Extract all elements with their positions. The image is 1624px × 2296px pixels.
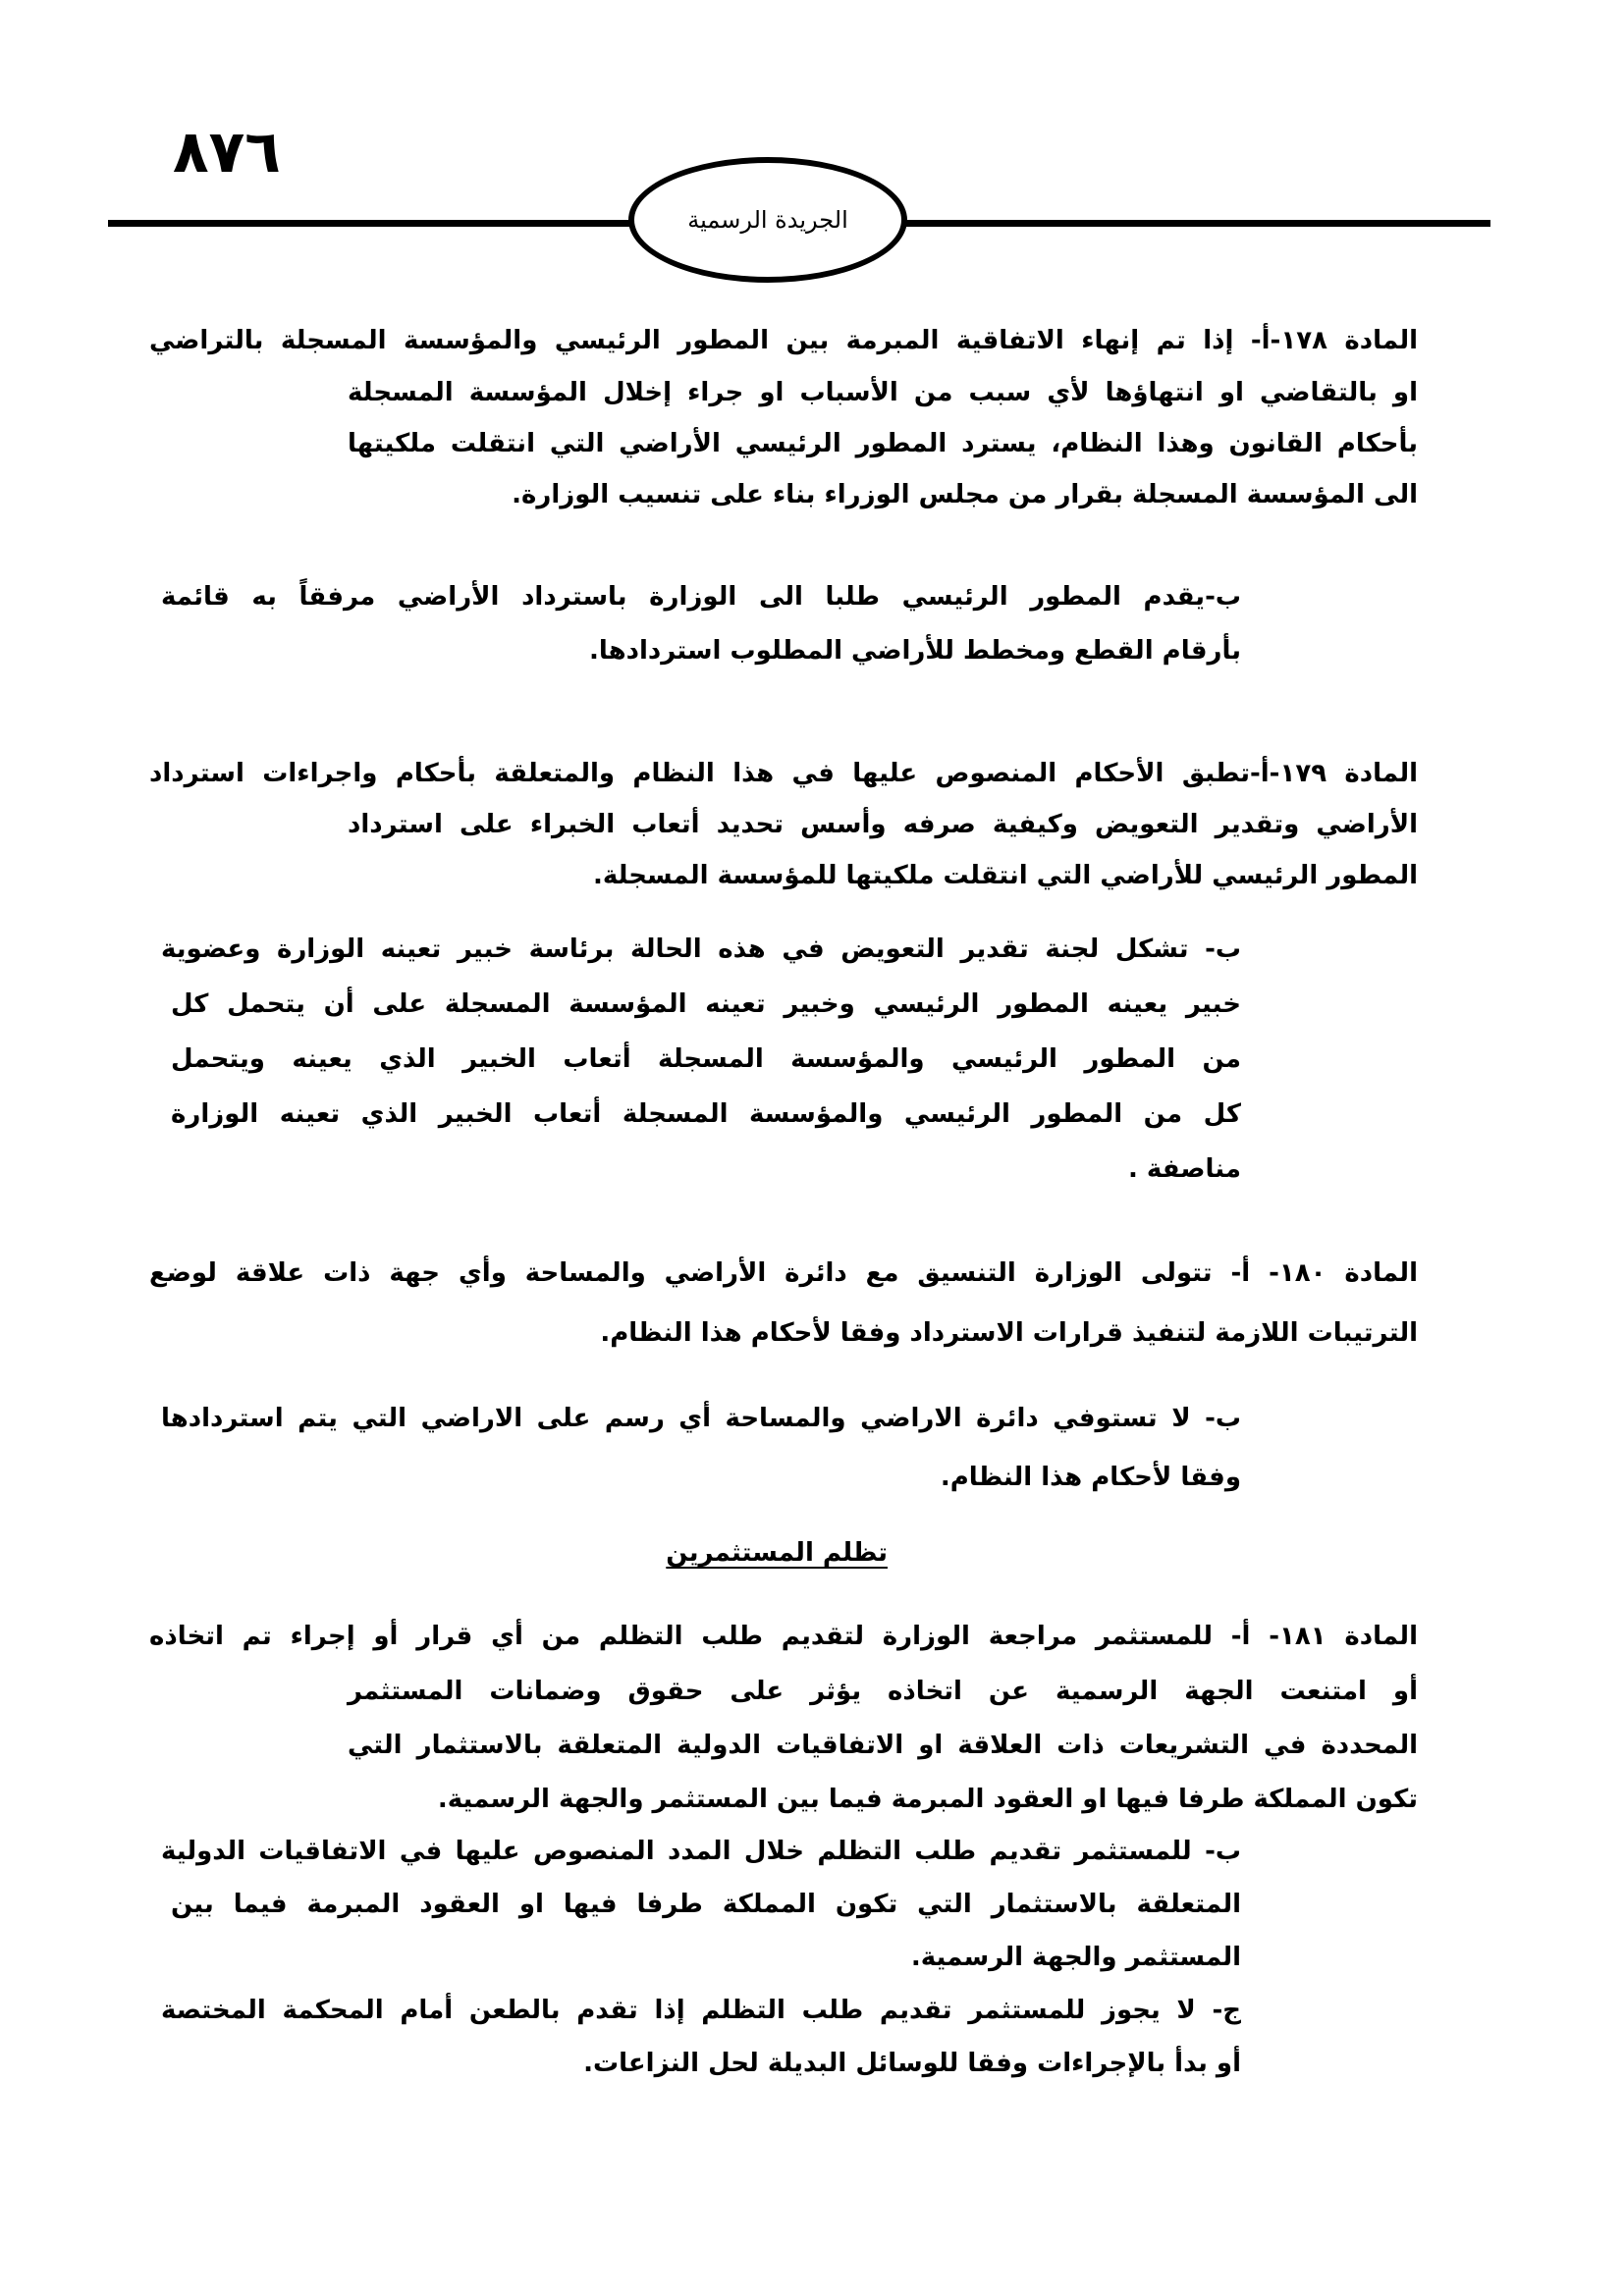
article-181-clause-b-line-2: المتعلقة بالاستثمار التي تكون المملكة طرفا فيها او العقود المبرمة فيما بين: [171, 1890, 1241, 1919]
article-181-line-3: المحددة في التشريعات ذات العلاقة او الاتفاقيات الدولية المتعلقة بالاستثمار التي: [348, 1731, 1418, 1760]
article-179-line-3: المطور الرئيسي للأراضي التي انتقلت ملكيتها للمؤسسة المسجلة.: [592, 861, 1418, 890]
article-179-clause-b-line-1: ب- تشكل لجنة تقدير التعويض في هذه الحالة برئاسة خبير تعينه الوزارة وعضوية: [161, 934, 1241, 964]
article-180-line-1: المادة ١٨٠- أ- تتولى الوزارة التنسيق مع دائرة الأراضي والمساحة وأي جهة ذات علاقة لوضع: [149, 1258, 1418, 1288]
article-178-line-1: المادة ١٧٨-أ- إذا تم إنهاء الاتفاقية المبرمة بين المطور الرئيسي والمؤسسة المسجلة بالتراضي: [149, 326, 1418, 355]
article-181-clause-b-line-3: المستثمر والجهة الرسمية.: [910, 1943, 1241, 1972]
article-179-line-2: الأراضي وتقدير التعويض وكيفية صرفه وأسس تحديد أتعاب الخبراء على استرداد: [348, 810, 1418, 839]
article-178-line-3: بأحكام القانون وهذا النظام، يسترد المطور الرئيسي الأراضي التي انتقلت ملكيتها: [348, 429, 1418, 458]
article-181-line-4: تكون المملكة طرفا فيها او العقود المبرمة فيما بين المستثمر والجهة الرسمية.: [437, 1785, 1418, 1814]
article-179-clause-b-line-3: من المطور الرئيسي والمؤسسة المسجلة أتعاب الخبير الذي يعينه ويتحمل: [171, 1044, 1241, 1074]
article-178-clause-b-line-2: بأرقام القطع ومخطط للأراضي المطلوب استردادها.: [588, 636, 1241, 666]
article-178-line-2: او بالتقاضي او انتهاؤها لأي سبب من الأسباب او جراء إخلال المؤسسة المسجلة: [348, 378, 1418, 407]
article-180-clause-b-line-1: ب- لا تستوفي دائرة الاراضي والمساحة أي رسم على الاراضي التي يتم استردادها: [161, 1404, 1241, 1433]
page-number: ٨٧٦: [173, 118, 281, 187]
article-179-clause-b-line-2: خبير يعينه المطور الرئيسي وخبير تعينه المؤسسة المسجلة على أن يتحمل كل: [171, 989, 1241, 1019]
article-179-clause-b-line-4: كل من المطور الرئيسي والمؤسسة المسجلة أتعاب الخبير الذي تعينه الوزارة: [171, 1099, 1241, 1129]
publication-title: الجريدة الرسمية: [687, 206, 848, 234]
article-178-line-4: الى المؤسسة المسجلة بقرار من مجلس الوزراء بناء على تنسيب الوزارة.: [512, 480, 1418, 509]
article-181-clause-c-line-2: أو بدأ بالإجراءات وفقا للوسائل البديلة لحل النزاعات.: [583, 2049, 1241, 2078]
article-180-clause-b-line-2: وفقا لأحكام هذا النظام.: [940, 1463, 1241, 1492]
article-179-clause-b-line-5: مناصفة .: [1127, 1154, 1241, 1184]
masthead-oval: [628, 157, 907, 283]
section-heading: تظلم المستثمرين: [666, 1538, 888, 1568]
article-181-line-2: أو امتنعت الجهة الرسمية عن اتخاذه يؤثر على حقوق وضمانات المستثمر: [348, 1677, 1418, 1706]
article-181-clause-c-line-1: ج- لا يجوز للمستثمر تقديم طلب التظلم إذا تقدم بالطعن أمام المحكمة المختصة: [161, 1996, 1241, 2025]
article-179-line-1: المادة ١٧٩-أ-تطبق الأحكام المنصوص عليها في هذا النظام والمتعلقة بأحكام واجراءات استرداد: [149, 759, 1418, 788]
article-180-line-2: الترتيبات اللازمة لتنفيذ قرارات الاسترداد وفقا لأحكام هذا النظام.: [600, 1318, 1418, 1348]
article-178-clause-b-line-1: ب-يقدم المطور الرئيسي طلبا الى الوزارة باسترداد الأراضي مرفقاً به قائمة: [161, 582, 1241, 612]
article-181-clause-b-line-1: ب- للمستثمر تقديم طلب التظلم خلال المدد المنصوص عليها في الاتفاقيات الدولية: [161, 1837, 1241, 1866]
article-181-line-1: المادة ١٨١- أ- للمستثمر مراجعة الوزارة لتقديم طلب التظلم من أي قرار أو إجراء تم اتخاذه: [149, 1622, 1418, 1651]
